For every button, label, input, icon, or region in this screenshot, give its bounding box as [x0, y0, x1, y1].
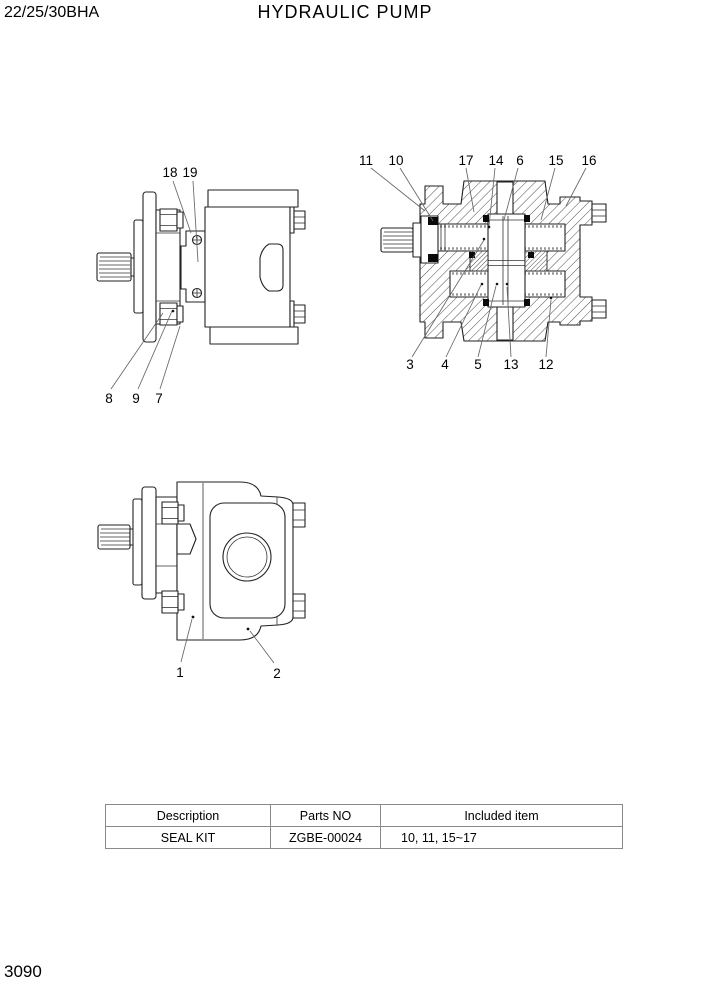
cell-description: SEAL KIT — [106, 827, 271, 849]
flange-bolt-bottom — [160, 303, 183, 325]
callout-12: 12 — [538, 357, 554, 372]
callout-9: 9 — [132, 391, 140, 406]
callout-4: 4 — [441, 357, 449, 372]
callout-13: 13 — [503, 357, 519, 372]
callout-10: 10 — [388, 153, 404, 168]
body-bolt-bottom — [290, 301, 305, 327]
parts-table — [105, 804, 623, 849]
body-bolt-top — [293, 503, 305, 527]
figure-cross-section — [350, 143, 615, 378]
callout-11: 11 — [358, 153, 374, 168]
parts-table-row — [106, 827, 623, 849]
drive-shaft — [381, 216, 445, 263]
callout-19: 19 — [182, 165, 198, 180]
flange-bolt-top — [162, 502, 184, 524]
figure-port-view — [90, 455, 350, 687]
callout-15: 15 — [548, 153, 564, 168]
callout-6: 6 — [516, 153, 524, 168]
parts-table-header-row — [106, 805, 623, 827]
pump-body — [177, 482, 293, 640]
callout-1: 1 — [176, 665, 184, 680]
callout-3: 3 — [406, 357, 414, 372]
callout-7: 7 — [155, 391, 163, 406]
callout-8: 8 — [105, 391, 113, 406]
rear-cover-bolt-top — [592, 204, 606, 222]
callout-17: 17 — [458, 153, 474, 168]
col-header-description: Description — [106, 805, 271, 827]
pump-body — [205, 190, 298, 344]
flange-bolt-bottom — [162, 591, 184, 613]
name-plate — [260, 244, 283, 291]
flange-bolt-top — [160, 209, 183, 231]
body-bolt-top — [290, 207, 305, 233]
callout-18: 18 — [162, 165, 178, 180]
page-number: 3090 — [4, 962, 42, 981]
callout-16: 16 — [581, 153, 597, 168]
col-header-parts-no: Parts NO — [271, 805, 381, 827]
port-circle — [223, 533, 271, 581]
page-title: HYDRAULIC PUMP — [257, 2, 433, 22]
model-code: 22/25/30BHA — [4, 4, 100, 21]
callout-2: 2 — [273, 666, 281, 681]
cell-included-item: 10, 11, 15~17 — [381, 827, 623, 849]
body-bolt-bottom — [293, 594, 305, 618]
rear-cover-bolt-bottom — [592, 300, 606, 318]
col-header-included: Included item — [381, 805, 623, 827]
callout-14: 14 — [488, 153, 504, 168]
bracket-plate — [181, 231, 205, 302]
callout-5: 5 — [474, 357, 482, 372]
cell-parts-no: ZGBE-00024 — [271, 827, 381, 849]
figure-side-view — [90, 158, 350, 410]
